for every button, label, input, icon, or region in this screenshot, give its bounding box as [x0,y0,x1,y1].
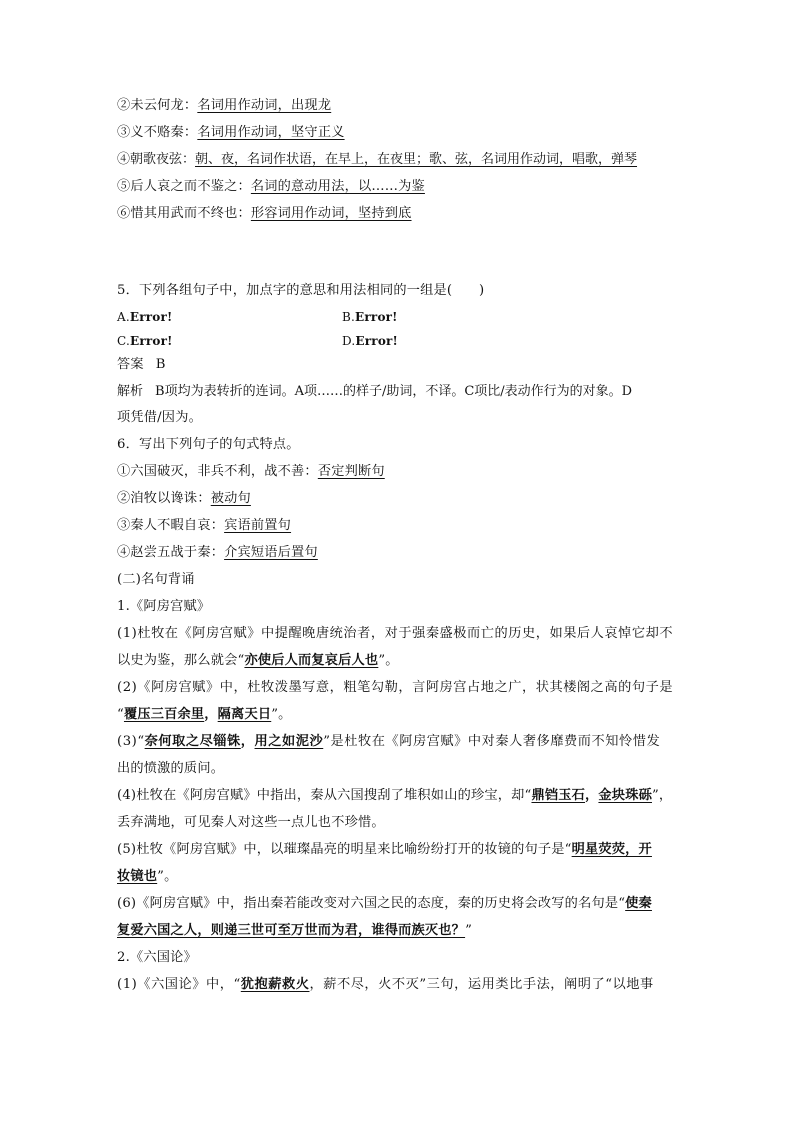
recitation-item-3-cont: 出的愤激的质问。 [117,761,225,776]
recitation-item-2-1: (1)《六国论》中，“犹抱薪救火，薪不尽，火不灭”三句，运用类比手法，阐明了“以地事 [117,977,654,992]
recitation-item-5: (5)杜牧《阿房宫赋》中，以璀璨晶亮的明星来比喻纷纷打开的妆镜的句子是“明星荧荧，开 [117,842,652,857]
fill-answer: 亦使后人而复哀后人也 [244,653,379,668]
word-usage-item [117,123,345,143]
fill-answer: 鼎铛玉石 [531,788,586,803]
recitation-item-4-cont: 丢弃满地，可见秦人对这些一点儿也不珍惜。 [117,815,385,830]
q5-analysis [117,382,632,402]
word-usage-item [117,204,412,224]
item-question: ④朝歌夜弦： [117,152,196,167]
fill-answer: 妆镜也 [117,869,158,884]
item-question: ③义不赂秦： [117,125,198,140]
word-usage-item [117,177,425,197]
sentence-item [117,462,385,482]
recitation-item-4: (4)杜牧在《阿房宫赋》中指出，秦从六国搜刮了堆积如山的珍宝，却“鼎铛玉石，金块珠砾”， [117,788,673,803]
recitation-item-1: (1)杜牧在《阿房宫赋》中提醒晚唐统治者，对于强秦盛极而亡的历史，如果后人哀悼它却不 [117,626,674,641]
recitation-item-2-cont: “覆压三百余里，隔离天日”。 [117,707,292,722]
fill-answer: 犹抱薪救火 [240,977,310,992]
item-question: ②未云何龙： [117,98,198,113]
analysis-text: B项均为表转折的连词。A项……的样子/助词，不译。C项比/表动作行为的对象。D [155,384,633,399]
item-question: ⑥惜其用武而不终也： [117,206,251,221]
q5-option-d [342,331,398,351]
fill-answer: 用之如泥沙 [254,734,324,749]
section-heading: (二)名句背诵 [117,572,195,587]
q5-analysis-cont: 项凭借/因为。 [117,410,202,425]
fill-answer: 金块珠砾 [598,788,652,803]
answer-label: 答案 [117,357,144,372]
item-question: ①六国破灭，非兵不利，战不善： [117,464,318,479]
sentence-item [117,489,251,509]
item-answer: 名词用作动词，坚守正义 [197,125,345,140]
word-usage-item [117,150,637,170]
fill-answer: 复爱六国之人，则递三世可至万世而为君，谁得而族灭也？ [117,923,466,938]
item-question: ②洎牧以谗诛： [117,491,211,506]
question-5-stem: 5．下列各组句子中，加点字的意思和用法相同的一组是( ) [117,283,485,298]
fill-answer: 覆压三百余里 [123,707,205,722]
subsection-title: 1.《阿房宫赋》 [117,599,211,614]
word-usage-item [117,96,331,116]
recitation-item-6-cont: 复爱六国之人，则递三世可至万世而为君，谁得而族灭也？” [117,923,473,938]
subsection-title: 2.《六国论》 [117,950,197,965]
item-answer: 名词用作动词，出现龙 [197,98,332,113]
item-answer: 否定判断句 [317,464,385,479]
option-letter: D. [342,334,356,348]
recitation-item-6: (6)《阿房宫赋》中，指出秦若能改变对六国之民的态度，秦的历史将会改写的名句是“使秦 [117,896,652,911]
option-text: Error! [129,310,173,324]
sentence-item [117,516,291,536]
sentence-item [117,543,318,563]
answer-value: B [155,357,166,372]
analysis-label: 解析 [117,384,144,399]
option-text: Error! [355,334,399,348]
q5-option-b [342,307,398,327]
item-answer: 形容词用作动词，坚持到底 [250,206,412,221]
q5-option-c [117,331,173,351]
item-answer: 被动句 [210,491,251,506]
option-letter: C. [117,334,130,348]
item-question: ④赵尝五战于秦： [117,545,225,560]
fill-answer: 使秦 [625,896,652,911]
recitation-item-3: (3)“奈何取之尽锱铢，用之如泥沙”是杜牧在《阿房宫赋》中对秦人奢侈靡费而不知怜惜发 [117,734,661,749]
option-letter: B. [342,310,356,324]
question-6-stem: 6．写出下列句子的句式特点。 [117,437,300,452]
recitation-item-5-cont: 妆镜也”。 [117,869,178,884]
fill-answer: 隔离天日 [217,707,272,722]
item-answer: 朝、夜，名词作状语，在早上，在夜里；歌、弦，名词用作动词，唱歌，弹琴 [195,152,638,167]
item-question: ③秦人不暇自哀： [117,518,225,533]
recitation-item-1-cont: 以史为鉴，那么就会“亦使后人而复哀后人也”。 [117,653,399,668]
q5-answer [117,355,166,375]
item-answer: 介宾短语后置句 [224,545,318,560]
recitation-item-2: (2)《阿房宫赋》中，杜牧泼墨写意，粗笔勾勒，言阿房宫占地之广，状其楼阁之高的句子是 [117,680,674,695]
option-text: Error! [355,310,398,324]
option-text: Error! [129,334,173,348]
item-answer: 宾语前置句 [224,518,292,533]
item-question: ⑤后人哀之而不鉴之： [117,179,251,194]
fill-answer: 奈何取之尽锱铢 [144,734,241,749]
item-answer: 名词的意动用法，以……为鉴 [250,179,425,194]
fill-answer: 明星荧荧，开 [571,842,652,857]
option-letter: A. [117,310,130,324]
q5-option-a [117,307,172,327]
